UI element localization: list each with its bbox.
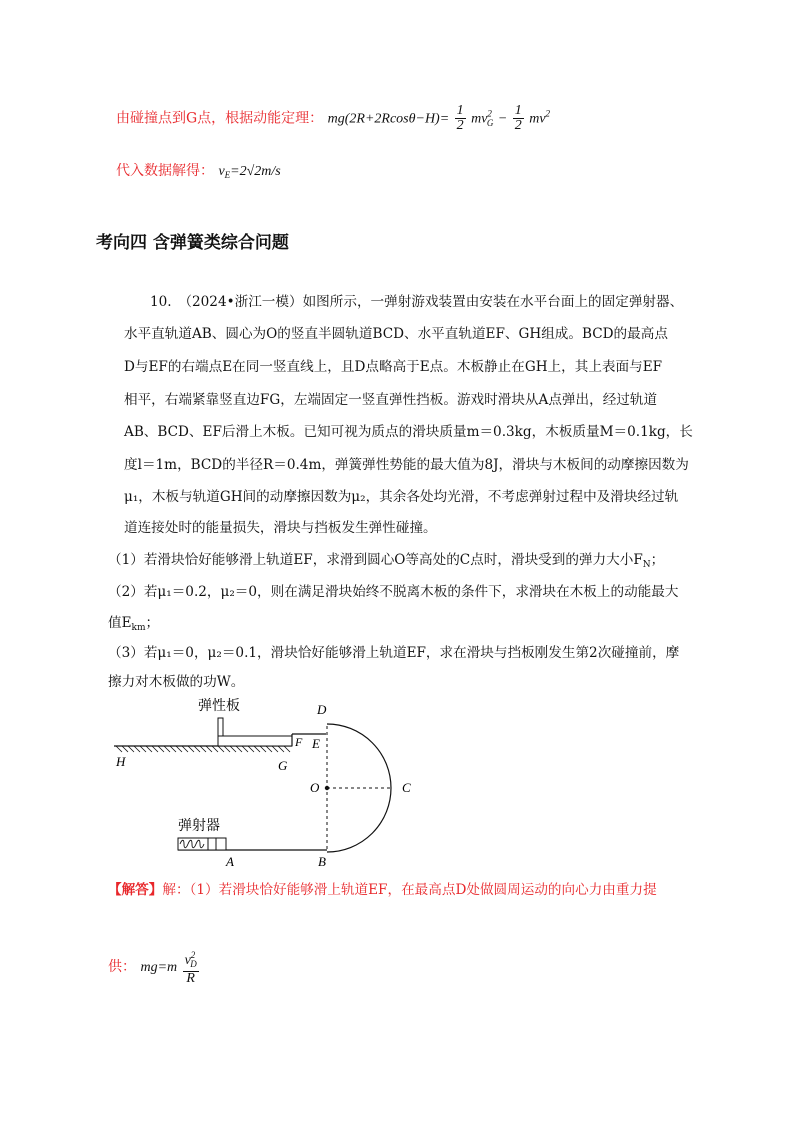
formula-left: mg(2R+2Rcosθ−H)= xyxy=(327,111,450,127)
formula-sub: G xyxy=(486,117,494,128)
launcher xyxy=(178,838,226,850)
question-2b xyxy=(108,613,159,638)
question-1 xyxy=(108,550,664,575)
fraction-half: $\frac{1}{2}$ xyxy=(514,103,522,133)
formula-mv: mv xyxy=(529,111,546,127)
answer-line xyxy=(108,880,657,900)
question-3b: 擦力对木板做的功W。 xyxy=(108,674,245,690)
formula-left: mg=m xyxy=(140,960,178,975)
formula-sup: 2 xyxy=(487,108,492,119)
solution-line-kinetic-energy xyxy=(116,104,550,133)
question-1-sub: N xyxy=(642,560,651,570)
question-1-end: ； xyxy=(650,552,665,568)
question-2b-text: 值E xyxy=(108,615,132,631)
center-point-o xyxy=(325,786,329,790)
answer-formula-line xyxy=(108,948,200,986)
question-2a: （2）若μ₁＝0.2，μ₂＝0，则在满足滑块始终不脱离木板的条件下，求滑块在木板上的动能最大 xyxy=(108,584,679,600)
formula-mv: mv xyxy=(471,111,488,127)
problem-line: AB、BCD、EF后滑上木板。已知可视为质点的滑块质量m＝0.3kg，木板质量M＝0.1kg，长 xyxy=(124,424,693,440)
elastic-plate xyxy=(218,718,223,736)
hatch-upper xyxy=(116,746,290,752)
question-2b-sub: km xyxy=(131,623,146,633)
answer-text: 解：（1）若滑块恰好能够滑上轨道EF，在最高点D处做圆周运动的向心力由重力提 xyxy=(162,882,657,898)
answer-text-2: 供： xyxy=(108,959,136,975)
formula-sup: 2 xyxy=(545,108,551,119)
label-e: E xyxy=(312,736,320,751)
label-elastic-plate: 弹性板 xyxy=(198,699,240,714)
formula-v: v xyxy=(218,164,225,179)
fraction-vd2-over-r: $\frac{v^2_D}{R}$ xyxy=(184,950,197,986)
label-f: F xyxy=(295,735,303,749)
wooden-board xyxy=(218,736,292,746)
label-launcher: 弹射器 xyxy=(178,819,220,834)
problem-line: 10. （2024•浙江一模）如图所示，一弹射游戏装置由安装在水平台面上的固定弹射器、 xyxy=(150,294,684,310)
label-d: D xyxy=(317,702,327,717)
label-a: A xyxy=(226,854,234,869)
label-o: O xyxy=(310,780,320,795)
formula-sub: E xyxy=(224,170,231,180)
label-b: B xyxy=(318,854,326,869)
problem-line: D与EF的右端点E在同一竖直线上，且D点略高于E点。木板静止在GH上，其上表面与EF xyxy=(124,359,663,375)
problem-line: 道连接处时的能量损失，滑块与挡板发生弹性碰撞。 xyxy=(124,520,437,536)
solution-line-result xyxy=(116,160,281,180)
problem-line: 度l＝1m，BCD的半径R＝0.4m，弹簧弹性势能的最大值为8J，滑块与木板间的动摩擦因数为 xyxy=(124,457,689,473)
answer-tag: 【解答】 xyxy=(108,882,163,898)
solution-label: 由碰撞点到G点，根据动能定理： xyxy=(116,110,324,127)
physics-diagram xyxy=(100,690,440,870)
question-3a: （3）若μ₁＝0，μ₂＝0.1，滑块恰好能够滑上轨道EF，求在滑块与挡板刚发生第2次碰撞前，摩 xyxy=(108,645,680,661)
section-heading: 考向四 含弹簧类综合问题 xyxy=(96,233,289,253)
label-g: G xyxy=(278,758,288,773)
question-1-text: （1）若滑块恰好能够滑上轨道EF，求滑到圆心O等高处的C点时，滑块受到的弹力大小F xyxy=(108,552,643,568)
fraction-half: $\frac{1}{2}$ xyxy=(456,103,464,133)
problem-line: μ₁，木板与轨道GH间的动摩擦因数为μ₂，其余各处均光滑，不考虑弹射过程中及滑块经过轨 xyxy=(124,489,679,505)
label-c: C xyxy=(402,780,411,795)
problem-line: 相平，右端紧靠竖直边FG，左端固定一竖直弹性挡板。游戏时滑块从A点弹出，经过轨道 xyxy=(124,392,658,408)
formula-value: =2√2m/s xyxy=(230,164,281,179)
problem-line: 水平直轨道AB、圆心为O的竖直半圆轨道BCD、水平直轨道EF、GH组成。BCD的最高点 xyxy=(124,326,668,342)
question-2b-end: ； xyxy=(145,615,160,631)
label-h: H xyxy=(116,754,126,769)
formula-minus: − xyxy=(497,111,508,127)
solution-label: 代入数据解得： xyxy=(116,163,214,179)
